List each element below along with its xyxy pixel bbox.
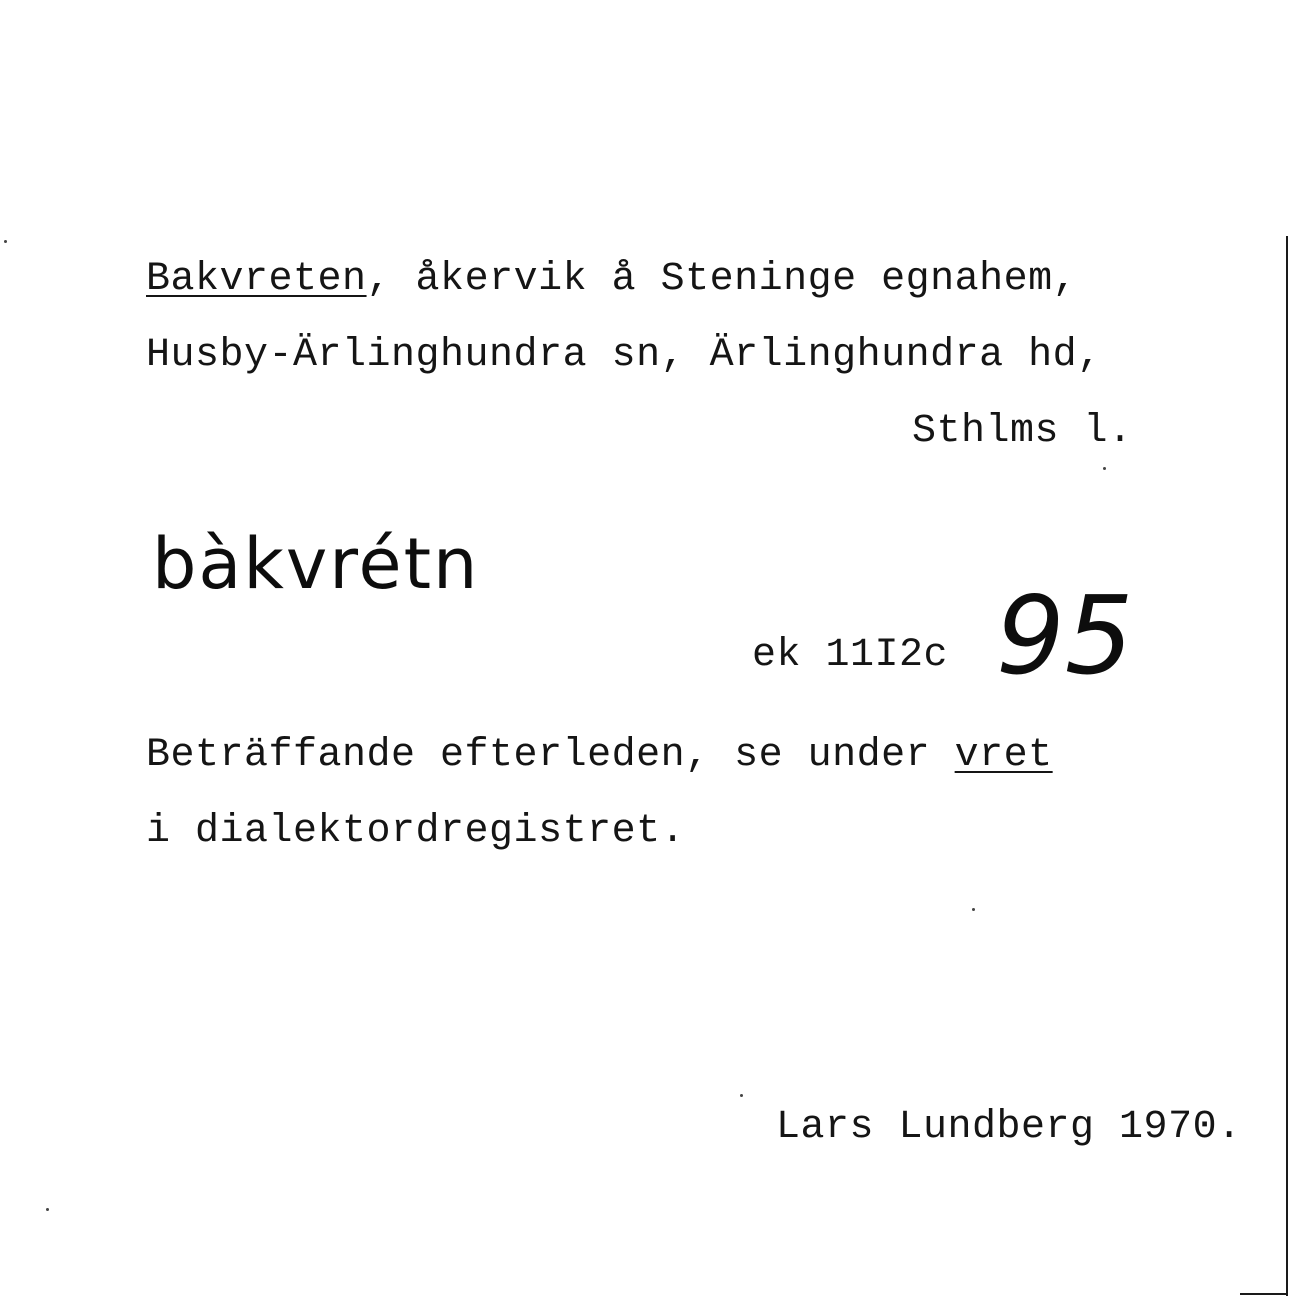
- scan-speck: [972, 908, 975, 911]
- note-line-1: [146, 734, 1053, 778]
- scan-speck: [740, 1094, 743, 1097]
- entry-line-3: Sthlms l.: [912, 409, 1133, 454]
- note-text: Beträffande efterleden, se under: [146, 733, 955, 778]
- signature: Lars Lundberg 1970.: [776, 1105, 1242, 1150]
- entry-line-1-rest: , åkervik å Steninge egnahem,: [366, 257, 1078, 302]
- entry-line-2: Husby-Ärlinghundra sn, Ärlinghundra hd,: [146, 333, 1102, 378]
- headword: Bakvreten: [146, 257, 367, 302]
- pronunciation-handwritten: bàkvrétn: [152, 523, 480, 605]
- reference-code: ek 11I2c: [752, 633, 949, 678]
- note-cross-reference: vret: [954, 733, 1053, 778]
- scan-speck: [1103, 467, 1106, 470]
- scan-speck: [4, 240, 7, 243]
- card-right-edge: [1286, 236, 1288, 1296]
- card-bottom-edge: [1240, 1293, 1288, 1295]
- reference-number-handwritten: 95: [996, 574, 1134, 699]
- scan-speck: [46, 1208, 49, 1211]
- entry-line-1: [146, 258, 1077, 302]
- note-line-2: i dialektordregistret.: [146, 809, 686, 854]
